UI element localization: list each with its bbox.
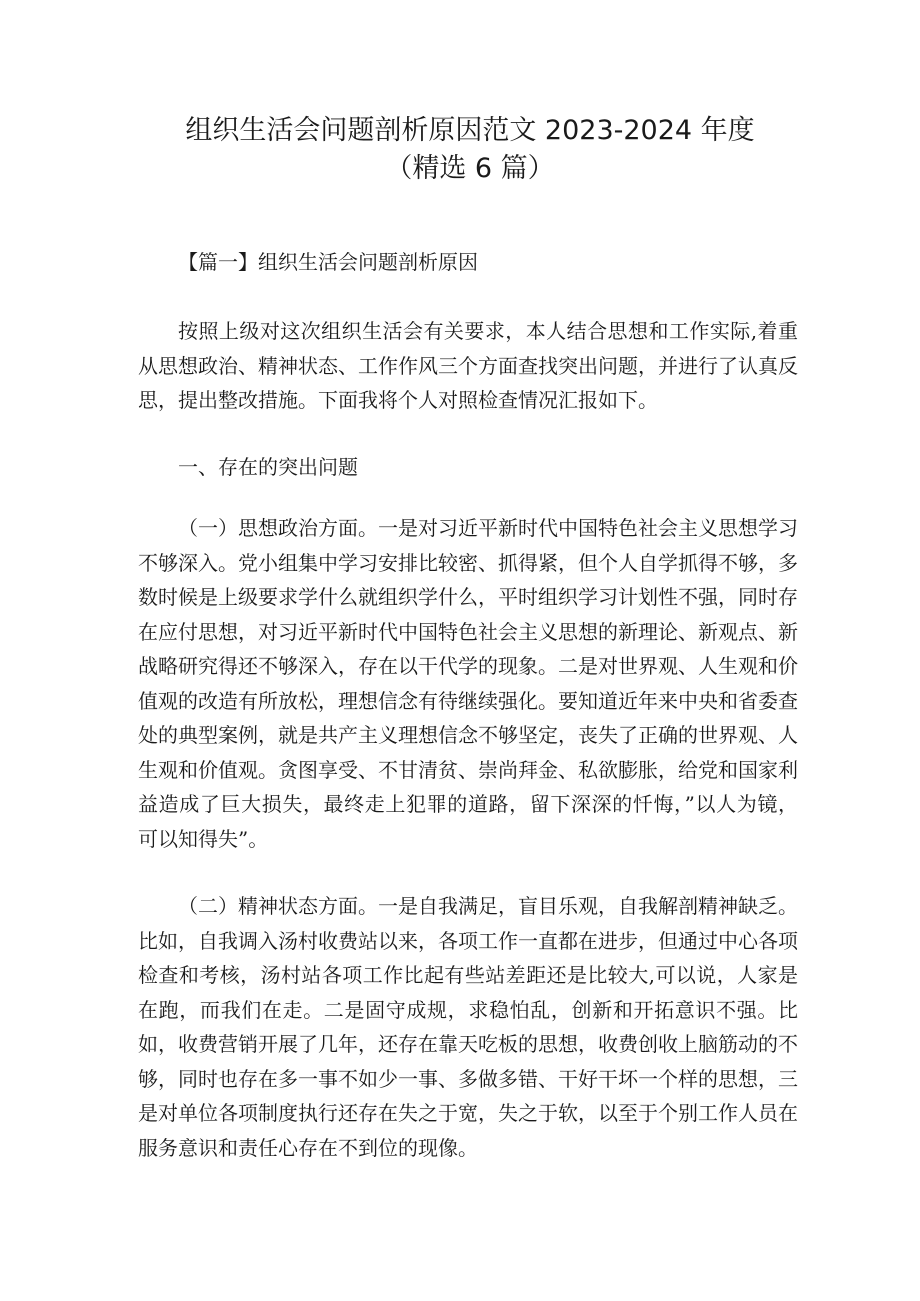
document-title: 组织生活会问题剖析原因范文 2023-2024 年度（精选 6 篇） <box>185 115 755 184</box>
intro-paragraph: 按照上级对这次组织生活会有关要求，本人结合思想和工作实际,着重从思想政治、精神状态、工作作风三个方面查找突出问题，并进行了认真反思，提出整改措施。下面我将个人对照检查情况汇报如下。 <box>138 319 798 412</box>
section-heading: 【篇一】组织生活会问题剖析原因 <box>178 250 478 274</box>
part1-heading: 一、存在的突出问题 <box>178 455 358 479</box>
paragraph-spirit: （二）精神状态方面。一是自我满足，盲目乐观，自我解剖精神缺乏。比如，自我调入汤村收费站以来，各项工作一直都在进步，但通过中心各项检查和考核，汤村站各项工作比起有些站差距还是比较大,可以说，人家是在跑，而我们在走。二是固守成规，求稳怕乱，创新和开拓意识不强。比如，收费营销开展了几年，还存在靠天吃板的思想，收费创收上脑筋动的不够，同时也存在多一事不如少一事、多做多错、干好干坏一个样的思想，三是对单位各项制度执行还存在失之于宽，失之于软，以至于个别工作人员在服务意识和责任心存在不到位的现像。 <box>138 894 798 1160</box>
paragraph-ideology: （一）思想政治方面。一是对习近平新时代中国特色社会主义思想学习不够深入。党小组集中学习安排比较密、抓得紧，但个人自学抓得不够，多数时候是上级要求学什么就组织学什么，平时组织学习计划性不强，同时存在应付思想，对习近平新时代中国特色社会主义思想的新理论、新观点、新战略研究得还不够深入，存在以干代学的现象。二是对世界观、人生观和价值观的改造有所放松，理想信念有待继续强化。要知道近年来中央和省委查处的典型案例，就是共产主义理想信念不够坚定，丧失了正确的世界观、人生观和价值观。贪图享受、不甘清贫、崇尚拜金、私欲膨胀，给党和国家利益造成了巨大损失，最终走上犯罪的道路，留下深深的忏悔，”以人为镜，可以知得失”。 <box>138 516 798 851</box>
